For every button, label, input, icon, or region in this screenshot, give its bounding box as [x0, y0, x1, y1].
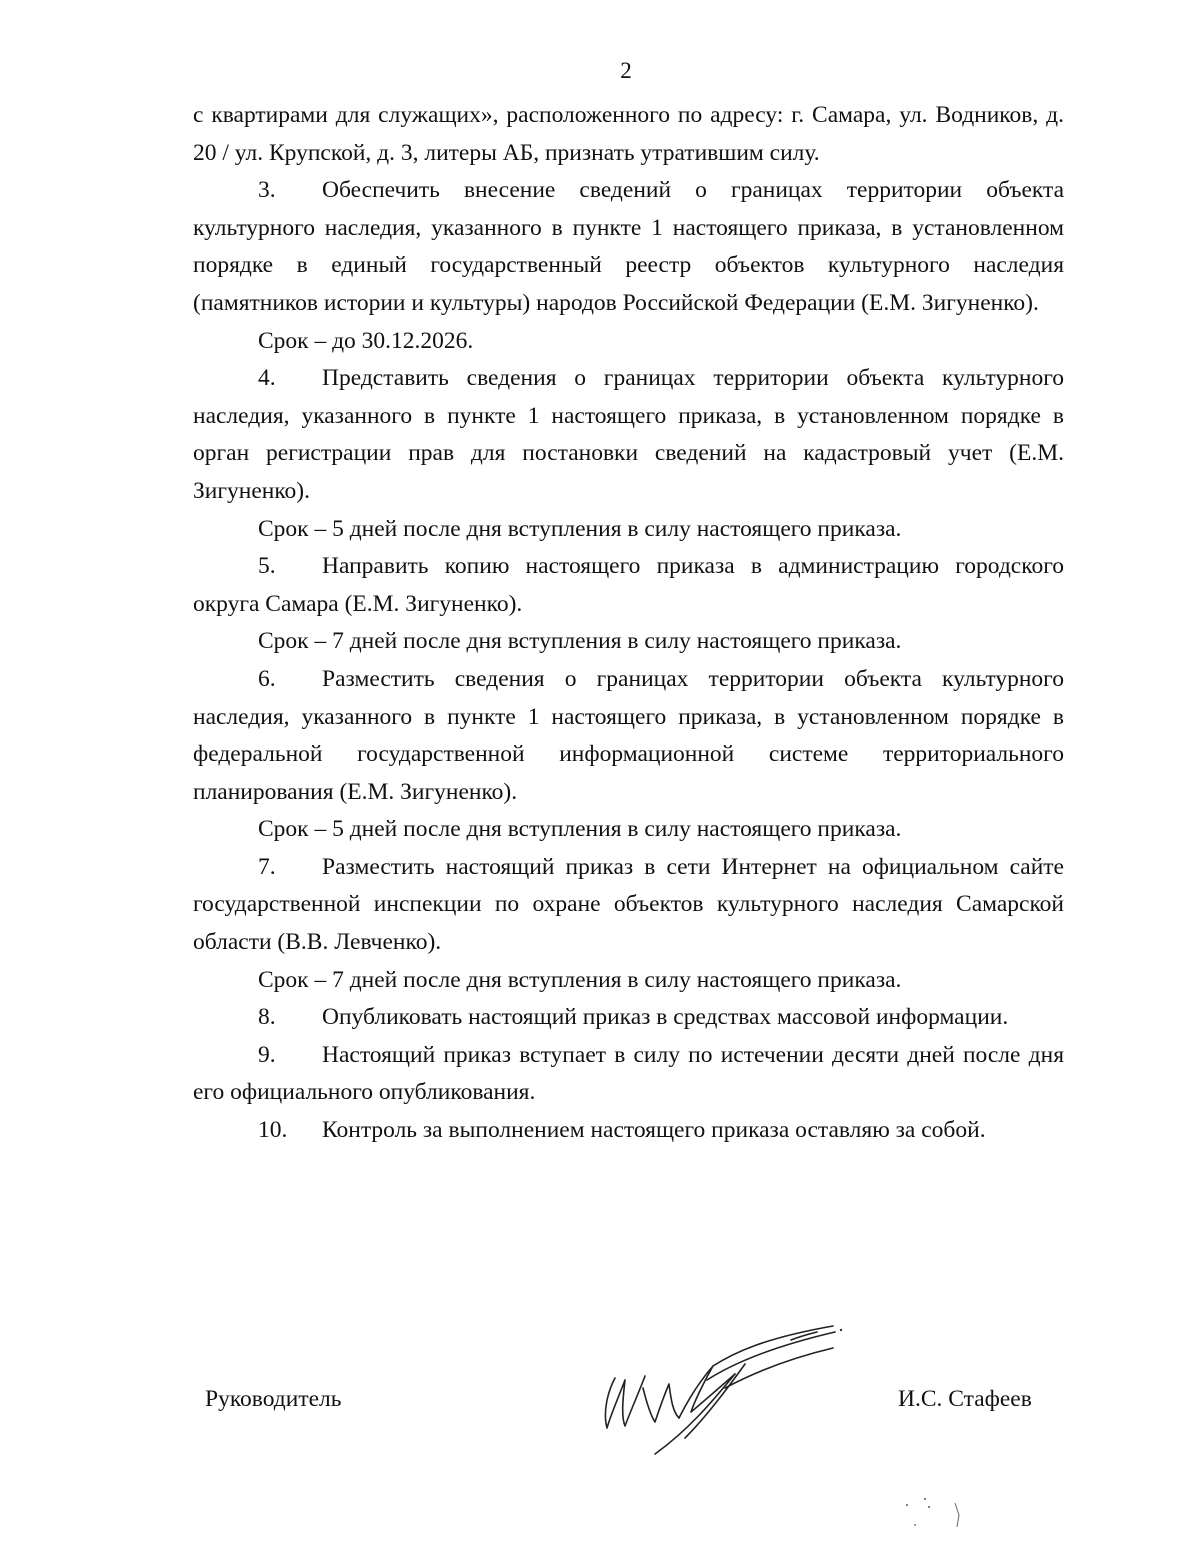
item-text: Направить копию настоящего приказа в администрацию городского округа Самара (Е.М. Зигуненко). [193, 553, 1064, 617]
item-text: Представить сведения о границах территории объекта культурного наследия, указанного в пункте 1 настоящего приказа, в установленном порядке в орган регистрации прав для постановки сведений на кадастровый учет (Е.М. Зигуненко). [193, 365, 1064, 504]
paragraph-term: Срок – 7 дней после дня вступления в силу настоящего приказа. [258, 628, 902, 655]
paragraph-term: Срок – до 30.12.2026. [258, 327, 474, 354]
item-number: 5. [258, 553, 276, 580]
item-text: Разместить настоящий приказ в сети Интернет на официальном сайте государственной инспекции по охране объектов культурного наследия Самарской области (В.В. Левченко). [193, 853, 1064, 956]
item-number: 8. [258, 1004, 276, 1031]
paragraph-item-5 [193, 548, 1064, 623]
scan-marks [895, 1495, 975, 1535]
paragraph-item-10 [193, 1112, 1064, 1150]
handwritten-signature [595, 1318, 845, 1458]
paragraph-item-9 [193, 1037, 1064, 1112]
item-number: 3. [258, 177, 276, 204]
item-text: Разместить сведения о границах территории объекта культурного наследия, указанного в пункте 1 настоящего приказа, в установленном порядке в федеральной государственной информационной системе территориального планирования (Е.М. Зигуненко). [193, 665, 1064, 805]
signatory-name: И.С. Стафеев [898, 1386, 1032, 1412]
paragraph-item-6 [193, 661, 1064, 811]
item-text: Настоящий приказ вступает в силу по истечении десяти дней после дня его официального опубликования. [193, 1041, 1064, 1106]
signatory-title: Руководитель [205, 1386, 342, 1412]
paragraph-term: Срок – 5 дней после дня вступления в силу настоящего приказа. [258, 816, 902, 843]
item-number: 9. [258, 1041, 276, 1068]
item-number: 6. [258, 665, 276, 692]
item-text: Опубликовать настоящий приказ в средствах массовой информации. [322, 1004, 1009, 1031]
paragraph-term: Срок – 7 дней после дня вступления в силу настоящего приказа. [258, 966, 902, 993]
page-number: 2 [620, 58, 632, 83]
paragraph-item-8 [193, 999, 1064, 1037]
item-text: Обеспечить внесение сведений о границах территории объекта культурного наследия, указанного в пункте 1 настоящего приказа, в установленном порядке в единый государственный реестр объектов культурного наследия (памятников истории и культуры) народов Российской Федерации (Е.М. Зигуненко). [193, 177, 1064, 316]
item-number: 10. [258, 1117, 288, 1144]
item-number: 4. [258, 365, 276, 392]
item-number: 7. [258, 853, 276, 880]
paragraph-term: Срок – 5 дней после дня вступления в силу настоящего приказа. [258, 515, 902, 542]
document-body [193, 97, 1064, 1150]
item-text: Контроль за выполнением настоящего приказа оставляю за собой. [322, 1117, 986, 1144]
paragraph-item-4 [193, 360, 1064, 510]
paragraph-item-7 [193, 849, 1064, 962]
paragraph-item-3 [193, 172, 1064, 322]
paragraph-continuation: с квартирами для служащих», расположенного по адресу: г. Самара, ул. Водников, д. 20 / ул. Крупской, д. 3, литеры АБ, признать утратившим силу. [193, 102, 1064, 166]
